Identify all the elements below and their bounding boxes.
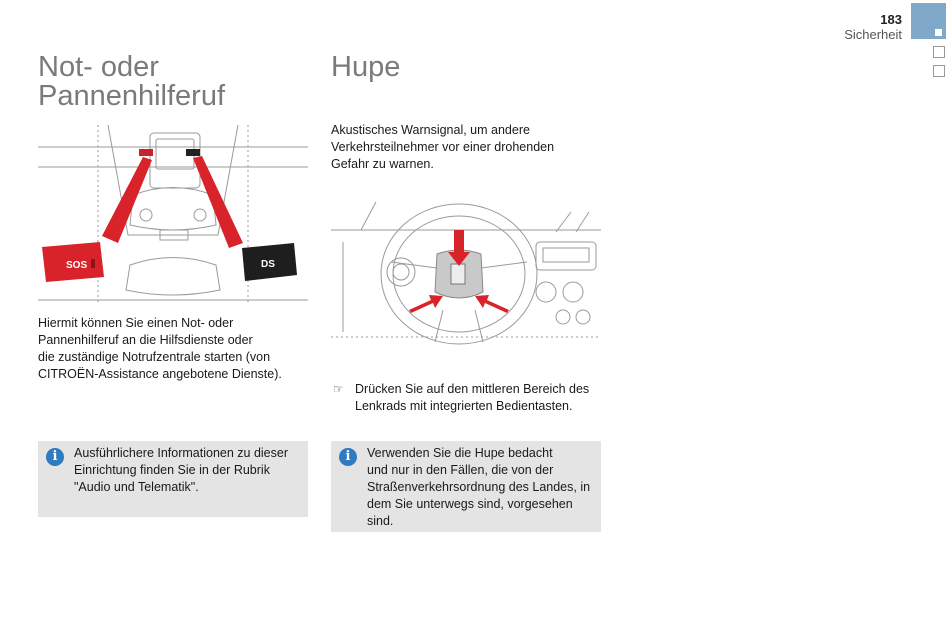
right-info-line: dem Sie unterwegs sind, vorgesehen sind.	[367, 497, 573, 528]
horn-intro	[331, 122, 601, 173]
horn-instruction-text	[355, 381, 589, 415]
right-title: Hupe	[331, 51, 401, 83]
roof-console-drawing	[38, 125, 308, 305]
section-name: Sicherheit	[844, 27, 902, 42]
left-info-line: Einrichtung finden Sie in der Rubrik	[74, 463, 270, 477]
sos-button-zoom	[42, 242, 104, 282]
horn-intro-line: Akustisches Warnsignal, um andere	[331, 123, 530, 137]
steering-wheel-drawing	[331, 192, 601, 372]
left-info-text	[74, 445, 304, 496]
section-tab-2[interactable]	[933, 46, 945, 58]
horn-instruction	[333, 381, 603, 415]
section-tab-3[interactable]	[933, 65, 945, 77]
info-icon: i	[46, 448, 64, 466]
sos-illustration	[38, 125, 308, 305]
steering-wheel-illustration	[331, 192, 601, 372]
sos-button-small	[139, 149, 153, 156]
right-info-line: Straßenverkehrsordnung des Landes, in	[367, 480, 591, 494]
svg-text:DS: DS	[261, 259, 275, 270]
right-info-line: und nur in den Fällen, die von der	[367, 463, 554, 477]
pointing-hand-icon: ☞	[333, 382, 344, 396]
red-arrow-left	[409, 295, 443, 313]
right-info-line: Verwenden Sie die Hupe bedacht	[367, 446, 553, 460]
left-description-line: die zuständige Notrufzentrale starten (von	[38, 350, 271, 364]
left-title-line2: Pannenhilferuf	[38, 80, 226, 112]
left-title-line1: Not- oder	[38, 51, 159, 83]
tab-marker	[935, 29, 942, 36]
left-info-line: Ausführlichere Informationen zu dieser	[74, 446, 289, 460]
right-info-text	[367, 445, 599, 530]
horn-instruction-line: Drücken Sie auf den mittleren Bereich des	[355, 382, 590, 396]
svg-text:SOS: SOS	[66, 260, 88, 271]
brand-button-zoom	[242, 243, 297, 281]
left-description-line: Hiermit können Sie einen Not- oder	[38, 316, 234, 330]
left-info-box	[38, 441, 308, 517]
left-title	[38, 53, 225, 111]
left-description	[38, 315, 313, 383]
section-tab-active[interactable]	[911, 3, 946, 39]
right-info-box	[331, 441, 601, 532]
horn-instruction-line: Lenkrads mit integrierten Bedientasten.	[355, 399, 573, 413]
horn-intro-line: Gefahr zu warnen.	[331, 157, 434, 171]
red-arrow-right	[475, 295, 509, 313]
page-number: 183	[880, 12, 902, 27]
left-description-line: CITROËN-Assistance angebotene Dienste).	[38, 367, 282, 381]
brand-button-small	[186, 149, 200, 156]
left-description-line: Pannenhilferuf an die Hilfsdienste oder	[38, 333, 253, 347]
left-info-line: "Audio und Telematik".	[74, 480, 199, 494]
info-icon: i	[339, 448, 357, 466]
horn-intro-line: Verkehrsteilnehmer vor einer drohenden	[331, 140, 555, 154]
